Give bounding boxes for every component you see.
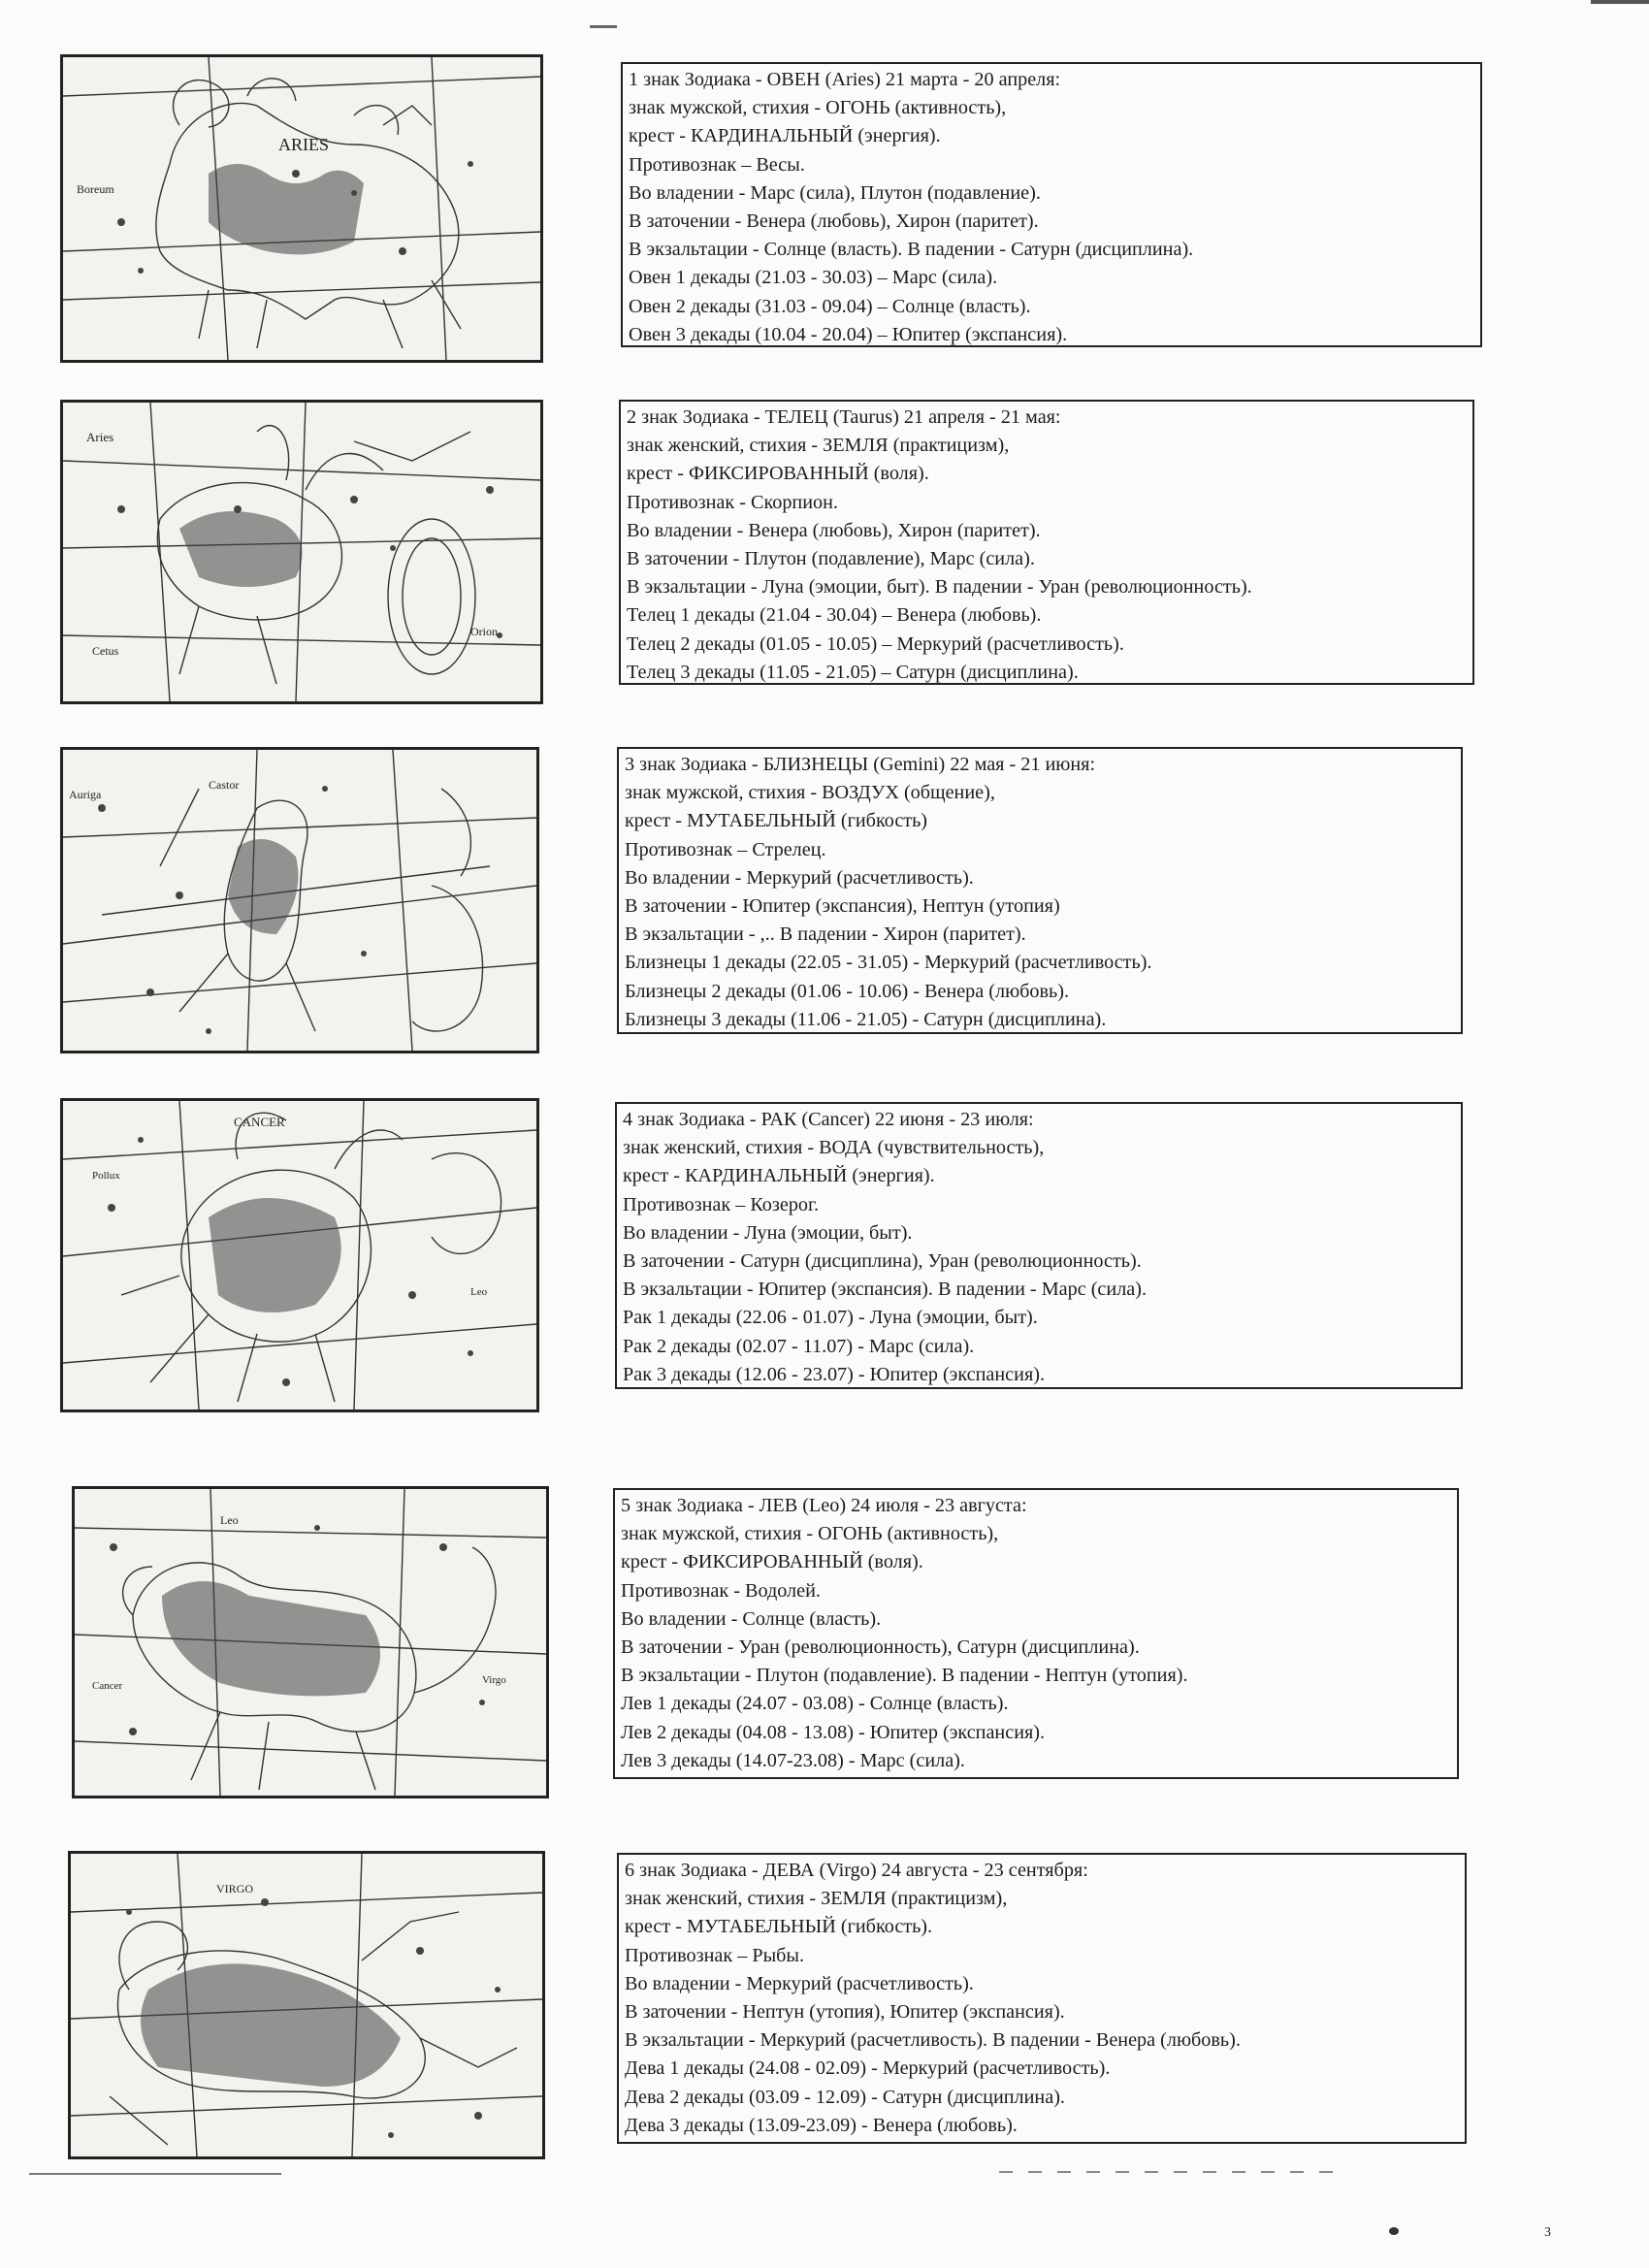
cancer-illustration	[63, 1101, 536, 1409]
gemini-constellation-plate	[60, 747, 539, 1053]
aries-line-5: Во владении - Марс (сила), Плутон (подавление).	[629, 181, 1041, 204]
aries-plate-label: ARIES	[278, 135, 330, 154]
virgo-line-1: 6 знак Зодиака - ДЕВА (Virgo) 24 августа - 23 сентября:	[625, 1860, 1088, 1881]
taurus-line-9: Телец 2 декады (01.05 - 10.05) – Меркурий (расчетливость).	[627, 632, 1124, 655]
virgo-line-8: Дева 1 декады (24.08 - 02.09) - Меркурий (расчетливость).	[625, 2057, 1111, 2080]
leo-description-box	[613, 1488, 1459, 1779]
bottom-scan-dots	[999, 2171, 1348, 2173]
aries-line-2: знак мужской, стихия - ОГОНЬ (активность),	[629, 97, 1007, 119]
aries-neighbor-label: Aries	[86, 430, 114, 444]
taurus-line-2: знак женский, стихия - ЗЕМЛЯ (практицизм),	[627, 435, 1010, 457]
virgo-constellation-plate	[68, 1851, 545, 2159]
cancer-line-10: Рак 3 декады (12.06 - 23.07) - Юпитер (экспансия).	[623, 1363, 1045, 1385]
taurus-constellation-plate	[60, 400, 543, 704]
cancer-line-1: 4 знак Зодиака - РАК (Cancer) 22 июня - 23 июля:	[623, 1109, 1034, 1130]
leo-line-8: Лев 1 декады (24.07 - 03.08) - Солнце (власть).	[621, 1693, 1009, 1715]
leo-line-9: Лев 2 декады (04.08 - 13.08) - Юпитер (экспансия).	[621, 1721, 1046, 1743]
virgo-line-7: В экзальтации - Меркурий (расчетливость). В падении - Венера (любовь).	[625, 2029, 1241, 2052]
leo-line-3: крест - ФИКСИРОВАННЫЙ (воля).	[621, 1551, 923, 1573]
cancer-line-7: В экзальтации - Юпитер (экспансия). В падении - Марс (сила).	[623, 1279, 1147, 1301]
taurus-line-6: В заточении - Плутон (подавление), Марс (сила).	[627, 548, 1035, 570]
gemini-line-2: знак мужской, стихия - ВОЗДУХ (общение),	[625, 782, 995, 804]
aries-constellation-plate	[60, 54, 543, 363]
virgo-description-box	[617, 1853, 1467, 2144]
leo-line-6: В заточении - Уран (революционность), Сатурн (дисциплина).	[621, 1636, 1140, 1659]
taurus-illustration	[63, 403, 540, 701]
aries-line-3: крест - КАРДИНАЛЬНЫЙ (энергия).	[629, 125, 941, 147]
cancer-line-8: Рак 1 декады (22.06 - 01.07) - Луна (эмоции, быт).	[623, 1307, 1038, 1329]
gemini-line-4: Противознак – Стрелец.	[625, 838, 826, 860]
gemini-line-9: Близнецы 2 декады (01.06 - 10.06) - Венера (любовь).	[625, 980, 1070, 1002]
virgo-neighbor-label: Virgo	[482, 1674, 506, 1686]
taurus-line-3: крест - ФИКСИРОВАННЫЙ (воля).	[627, 463, 929, 485]
aries-line-9: Овен 2 декады (31.03 - 09.04) – Солнце (власть).	[629, 295, 1031, 317]
leo-line-4: Противознак - Водолей.	[621, 1579, 821, 1602]
cancer-line-2: знак женский, стихия - ВОДА (чувствительность),	[623, 1137, 1045, 1159]
gemini-line-6: В заточении - Юпитер (экспансия), Нептун (утопия)	[625, 895, 1060, 918]
aries-line-10: Овен 3 декады (10.04 - 20.04) – Юпитер (экспансия).	[629, 323, 1068, 345]
scan-edge-mark	[1591, 0, 1649, 4]
cancer-neighbor-label: Cancer	[92, 1680, 123, 1692]
taurus-line-1: 2 знак Зодиака - ТЕЛЕЦ (Taurus) 21 апреля - 21 мая:	[627, 406, 1061, 428]
taurus-description-box	[619, 400, 1474, 685]
cancer-description-box	[615, 1102, 1463, 1389]
aries-description-box	[621, 62, 1482, 347]
leo-line-1: 5 знак Зодиака - ЛЕВ (Leo) 24 июля - 23 августа:	[621, 1495, 1027, 1516]
virgo-illustration	[71, 1854, 542, 2156]
leo-illustration	[75, 1489, 546, 1796]
gemini-illustration	[63, 750, 536, 1051]
taurus-line-10: Телец 3 декады (11.05 - 21.05) – Сатурн (дисциплина).	[627, 661, 1079, 683]
auriga-plate-label: Auriga	[69, 788, 102, 801]
gemini-description-box	[617, 747, 1463, 1034]
cancer-line-3: крест - КАРДИНАЛЬНЫЙ (энергия).	[623, 1165, 935, 1187]
leo-line-10: Лев 3 декады (14.07-23.08) - Марс (сила).	[621, 1749, 965, 1771]
virgo-line-9: Дева 2 декады (03.09 - 12.09) - Сатурн (дисциплина).	[625, 2086, 1065, 2108]
scan-mark	[590, 25, 617, 28]
gemini-line-7: В экзальтации - ,.. В падении - Хирон (паритет).	[625, 923, 1026, 946]
virgo-line-4: Противознак – Рыбы.	[625, 1944, 805, 1966]
cancer-constellation-plate	[60, 1098, 539, 1412]
cancer-line-4: Противознак – Козерог.	[623, 1193, 820, 1215]
virgo-line-6: В заточении - Нептун (утопия), Юпитер (экспансия).	[625, 2001, 1065, 2024]
taurus-line-7: В экзальтации - Луна (эмоции, быт). В падении - Уран (революционность).	[627, 576, 1252, 599]
scan-speck	[1389, 2227, 1399, 2235]
aries-line-8: Овен 1 декады (21.03 - 30.03) – Марс (сила).	[629, 267, 998, 289]
bottom-scan-line	[29, 2173, 281, 2175]
virgo-line-2: знак женский, стихия - ЗЕМЛЯ (практицизм),	[625, 1888, 1008, 1910]
aries-line-4: Противознак – Весы.	[629, 153, 805, 176]
gemini-line-5: Во владении - Меркурий (расчетливость).	[625, 866, 974, 889]
gemini-line-8: Близнецы 1 декады (22.05 - 31.05) - Меркурий (расчетливость).	[625, 952, 1152, 974]
virgo-line-10: Дева 3 декады (13.09-23.09) - Венера (любовь).	[625, 2114, 1018, 2136]
virgo-plate-label: VIRGO	[216, 1882, 253, 1895]
leo-plate-label: Leo	[220, 1513, 239, 1527]
cancer-line-6: В заточении - Сатурн (дисциплина), Уран (революционность).	[623, 1250, 1142, 1273]
aries-line-1: 1 знак Зодиака - ОВЕН (Aries) 21 марта - 20 апреля:	[629, 69, 1061, 90]
cancer-plate-label: CANCER	[234, 1115, 285, 1129]
boreum-plate-label: Boreum	[77, 182, 114, 196]
leo-line-7: В экзальтации - Плутон (подавление). В падении - Нептун (утопия).	[621, 1665, 1188, 1687]
orion-plate-label: Orion	[470, 625, 498, 638]
castor-plate-label: Castor	[209, 778, 240, 792]
aries-line-7: В экзальтации - Солнце (власть). В падении - Сатурн (дисциплина).	[629, 239, 1194, 261]
virgo-line-3: крест - МУТАБЕЛЬНЫЙ (гибкость).	[625, 1916, 933, 1938]
gemini-line-10: Близнецы 3 декады (11.06 - 21.05) - Сатурн (дисциплина).	[625, 1008, 1107, 1030]
aries-illustration	[63, 57, 540, 360]
page-number: 3	[1544, 2225, 1551, 2240]
taurus-line-5: Во владении - Венера (любовь), Хирон (паритет).	[627, 519, 1041, 541]
leo-line-2: знак мужской, стихия - ОГОНЬ (активность),	[621, 1523, 999, 1545]
gemini-line-1: 3 знак Зодиака - БЛИЗНЕЦЫ (Gemini) 22 мая - 21 июня:	[625, 754, 1096, 775]
gemini-line-3: крест - МУТАБЕЛЬНЫЙ (гибкость)	[625, 810, 928, 832]
leo-line-5: Во владении - Солнце (власть).	[621, 1607, 882, 1630]
leo-constellation-plate	[72, 1486, 549, 1798]
cancer-line-9: Рак 2 декады (02.07 - 11.07) - Марс (сила).	[623, 1335, 975, 1357]
taurus-line-8: Телец 1 декады (21.04 - 30.04) – Венера (любовь).	[627, 604, 1042, 627]
cancer-line-5: Во владении - Луна (эмоции, быт).	[623, 1221, 913, 1244]
virgo-line-5: Во владении - Меркурий (расчетливость).	[625, 1972, 974, 1994]
leo-neighbor-label: Leo	[470, 1286, 488, 1298]
cetus-plate-label: Cetus	[92, 644, 119, 658]
taurus-line-4: Противознак - Скорпион.	[627, 491, 838, 513]
pollux-plate-label: Pollux	[92, 1170, 120, 1182]
aries-line-6: В заточении - Венера (любовь), Хирон (паритет).	[629, 211, 1039, 233]
